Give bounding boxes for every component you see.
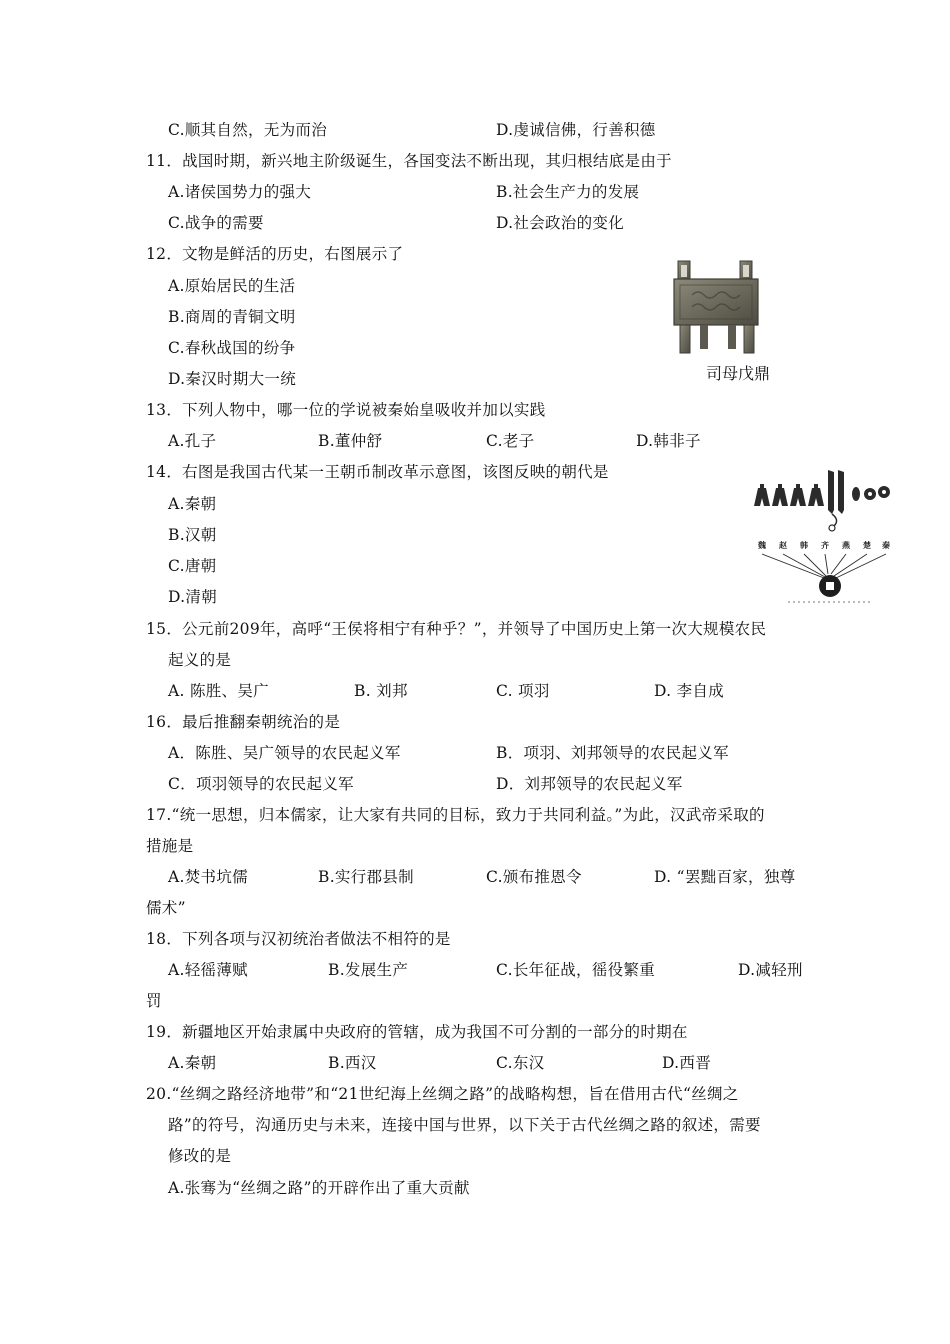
q17-stem-line2: 措施是 <box>146 837 194 855</box>
q16-option-d: D．刘邦领导的农民起义军 <box>496 775 683 793</box>
bronze-ding-image <box>668 255 776 363</box>
q16-stem: 16．最后推翻秦朝统治的是 <box>146 713 341 731</box>
q12-option-d: D.秦汉时期大一统 <box>168 370 297 388</box>
q20-stem-line3: 修改的是 <box>168 1147 232 1165</box>
q15-stem-line2: 起义的是 <box>168 651 232 669</box>
q10-option-c: C.顺其自然，无为而治 <box>168 121 328 139</box>
q18-option-d: D.减轻刑 <box>738 961 803 979</box>
coin-label-han: 韩 <box>800 541 808 550</box>
q13-option-b: B.董仲舒 <box>318 432 383 450</box>
q15-option-d: D. 李自成 <box>654 682 725 700</box>
q19-option-c: C.东汉 <box>496 1054 545 1072</box>
q10-option-d: D.虔诚信佛，行善积德 <box>496 121 656 139</box>
coin-label-yan: 燕 <box>842 541 850 550</box>
q18-option-d-continued: 罚 <box>146 992 162 1010</box>
q14-option-a: A.秦朝 <box>168 495 217 513</box>
q17-option-a: A.焚书坑儒 <box>168 868 248 886</box>
q19-stem: 19．新疆地区开始隶属中央政府的管辖，成为我国不可分割的一部分的时期在 <box>146 1023 688 1041</box>
q17-option-d-continued: 儒术” <box>146 899 186 917</box>
q15-option-c: C. 项羽 <box>496 682 550 700</box>
q11-option-a: A.诸侯国势力的强大 <box>168 183 312 201</box>
q11-stem: 11．战国时期，新兴地主阶级诞生，各国变法不断出现，其归根结底是由于 <box>146 152 672 170</box>
coin-reform-diagram <box>748 466 898 608</box>
coin-label-chu: 楚 <box>863 541 871 550</box>
q15-option-a: A. 陈胜、吴广 <box>168 682 269 700</box>
q20-stem-line1: 20.“丝绸之路经济地带”和“21世纪海上丝绸之路”的战略构想，旨在借用古代“丝绸之 <box>146 1085 739 1103</box>
q13-option-d: D.韩非子 <box>636 432 701 450</box>
q17-option-c: C.颁布推恩令 <box>486 868 582 886</box>
q14-stem: 14．右图是我国古代某一王朝币制改革示意图，该图反映的朝代是 <box>146 463 609 481</box>
q11-option-b: B.社会生产力的发展 <box>496 183 640 201</box>
coin-label-qi: 齐 <box>821 541 829 550</box>
q14-option-c: C.唐朝 <box>168 557 217 575</box>
q13-stem: 13．下列人物中，哪一位的学说被秦始皇吸收并加以实践 <box>146 401 546 419</box>
q15-stem-line1: 15．公元前209年，高呼“王侯将相宁有种乎？”，并领导了中国历史上第一次大规模农民 <box>146 620 767 638</box>
coin-label-zhao: 赵 <box>779 541 787 550</box>
bronze-ding-caption: 司母戊鼎 <box>706 364 771 383</box>
q12-option-b: B.商周的青铜文明 <box>168 308 296 326</box>
q16-option-b: B．项羽、刘邦领导的农民起义军 <box>496 744 729 762</box>
q17-option-b: B.实行郡县制 <box>318 868 414 886</box>
q20-stem-line2: 路”的符号，沟通历史与未来，连接中国与世界，以下关于古代丝绸之路的叙述，需要 <box>168 1116 761 1134</box>
coin-label-wei: 魏 <box>758 541 766 550</box>
q13-option-c: C.老子 <box>486 432 535 450</box>
q18-option-a: A.轻徭薄赋 <box>168 961 248 979</box>
q14-option-d: D.清朝 <box>168 588 218 606</box>
q11-option-d: D.社会政治的变化 <box>496 214 625 232</box>
q14-option-b: B.汉朝 <box>168 526 217 544</box>
q16-option-c: C．项羽领导的农民起义军 <box>168 775 354 793</box>
q17-stem-line1: 17.“统一思想，归本儒家，让大家有共同的目标，致力于共同利益。”为此，汉武帝采取的 <box>146 806 765 824</box>
q19-option-a: A.秦朝 <box>168 1054 217 1072</box>
q18-option-c: C.长年征战，徭役繁重 <box>496 961 656 979</box>
q12-option-a: A.原始居民的生活 <box>168 277 296 295</box>
q19-option-b: B.西汉 <box>328 1054 377 1072</box>
coin-label-qin: 秦 <box>882 541 890 550</box>
q18-option-b: B.发展生产 <box>328 961 409 979</box>
q12-stem: 12．文物是鲜活的历史，右图展示了 <box>146 245 404 263</box>
q11-option-c: C.战争的需要 <box>168 214 264 232</box>
q20-option-a: A.张骞为“丝绸之路”的开辟作出了重大贡献 <box>168 1179 470 1197</box>
q18-stem: 18．下列各项与汉初统治者做法不相符的是 <box>146 930 451 948</box>
q16-option-a: A．陈胜、吴广领导的农民起义军 <box>168 744 401 762</box>
q17-option-d: D. “罢黜百家，独尊 <box>654 868 796 886</box>
q19-option-d: D.西晋 <box>662 1054 712 1072</box>
q13-option-a: A.孔子 <box>168 432 217 450</box>
q12-option-c: C.春秋战国的纷争 <box>168 339 296 357</box>
q15-option-b: B. 刘邦 <box>354 682 408 700</box>
